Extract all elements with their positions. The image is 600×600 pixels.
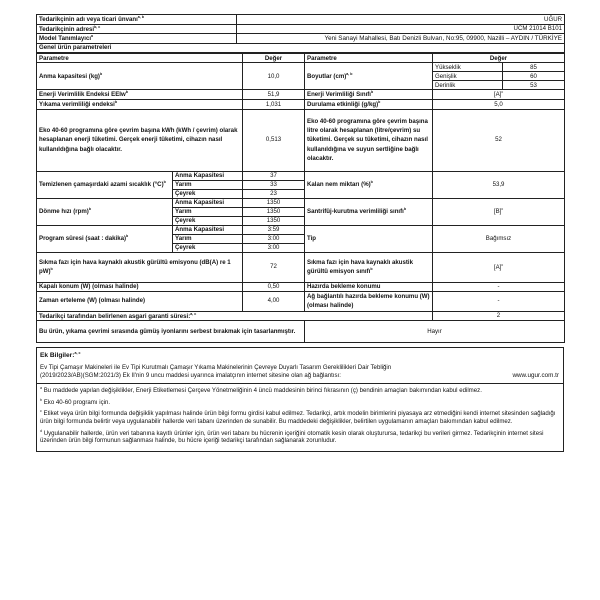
footnote: $^a$ Bu maddede yapılan değişiklikler, Enerji Etiketlemesi Çerçeve Yönetmeliğinin 4 üncü maddesinin birinci fıkrasının (ç) bendinin amaçları bakımından kabul edilmez. [40, 385, 482, 395]
footnotes [36, 384, 564, 452]
param-header-left: Parametre [37, 54, 243, 63]
dims-value: 53 [503, 81, 565, 90]
spin-value: 1350 [243, 216, 305, 225]
eei-label: Enerji Verimlilik Endeksi EEIw$^b$ [37, 90, 243, 100]
footnote: $^d$ Uygulanabilir hallerde, ürün veri tabanına kayıtlı ürünler için, ürün veri tabanı bu hücrenin içeriğini otomatik kesin olarak oluşturursa, tedarikçi bu verileri girmez. Tedarikçinin internet sitesi üzerinden ürün bilgi formunun sağlanması halinde, bu hücre içeriği tedarikçi tarafından sağlanarak zorunludur. [40, 428, 544, 445]
ions-label: Bu ürün, yıkama çevrimi sırasında gümüş iyonlarını serbest bırakmak için tasarlanmıştır. [37, 321, 305, 343]
water-consumption-label: Eko 40-60 programına göre çevrim başına litre olarak hesaplanan (litre/çevrim) su tüketimi. Gerçek su tüketimi, cihazın nasıl kullanıldığına ve suyun sertliğine bağlı olacaktır. [305, 109, 433, 171]
supplier-address-row [37, 24, 565, 34]
spin-class-value: $[B]^c$ [433, 198, 565, 225]
duration-value: 3:00 [243, 234, 305, 243]
eei-value: 51,9 [243, 90, 305, 100]
capacity-label: Anma kapasitesi (kg)$^b$ [37, 63, 243, 90]
spin-name: Çeyrek [173, 216, 243, 225]
dims-name: Yükseklik [433, 63, 503, 72]
duration-name: Anma Kapasitesi [173, 225, 243, 234]
spin-label: Dönme hızı (rpm)$^b$ [37, 198, 173, 225]
off-value: 0,50 [243, 282, 305, 291]
extra-info-line: (2019/2023/AB)(SGM:2021/3) Ek II'nin 9 uncu maddesi uyarınca imalatçının internet sitesine olan ağ bağlantısı: [40, 372, 341, 380]
parameters-table [36, 53, 565, 343]
rinse-value: 5,0 [433, 100, 565, 110]
standby-value: - [433, 282, 565, 291]
duration-value: 3:00 [243, 243, 305, 252]
type-label: Tip [305, 225, 433, 252]
model-code-value: UCM 21014 B101 [237, 24, 565, 34]
extra-info-title: Ek Bilgiler:$^{a, c}$ [40, 351, 81, 360]
duration-row-1 [37, 225, 565, 234]
website-link[interactable]: www.ugur.com.tr [512, 372, 559, 380]
general-params-title: Genel ürün parametreleri [37, 43, 565, 53]
capacity-value: 10,0 [243, 63, 305, 90]
dims-label: Boyutlar (cm)$^{a, b}$ [305, 63, 433, 90]
dims-value: 85 [503, 63, 565, 72]
network-value: - [433, 291, 565, 311]
noise-class-label: Sıkma fazı için hava kaynaklı akustik gürültü emisyon sınıfı$^b$ [305, 252, 433, 282]
off-row [37, 282, 565, 291]
spin-value: 1350 [243, 198, 305, 207]
supplier-address-label: Tedarikçinin adresi$^{b, c}$ [37, 24, 237, 34]
product-info-sheet [36, 14, 564, 580]
delay-row [37, 291, 565, 311]
consumption-row [37, 109, 565, 171]
energy-consumption-value: 0,513 [243, 109, 305, 171]
spin-name: Yarım [173, 207, 243, 216]
temp-row-1 [37, 171, 565, 180]
water-consumption-value: 52 [433, 109, 565, 171]
supplier-name-label: Tedarikçinin adı veya ticari ünvanı$^{a, b}$ [37, 15, 237, 25]
ions-row [37, 321, 565, 343]
temp-value: 23 [243, 189, 305, 198]
energy-class-value: $[A]^c$ [433, 90, 565, 100]
moisture-label: Kalan nem miktarı (%)$^b$ [305, 171, 433, 198]
moisture-value: 53,9 [433, 171, 565, 198]
noise-class-value: $[A]^c$ [433, 252, 565, 282]
supplier-name-row [37, 15, 565, 25]
dims-name: Genişlik [433, 72, 503, 81]
delay-value: 4,00 [243, 291, 305, 311]
footnote: $^b$ Eko 40-60 programı için. [40, 397, 111, 406]
spin-row-1 [37, 198, 565, 207]
supplier-table [36, 14, 565, 53]
temp-name: Çeyrek [173, 189, 243, 198]
duration-name: Çeyrek [173, 243, 243, 252]
dims-name: Derinlik [433, 81, 503, 90]
eei-row [37, 90, 565, 100]
param-header-right: Parametre [305, 54, 433, 63]
dims-row-1 [37, 63, 565, 72]
value-header-right: Değer [433, 54, 565, 63]
dims-value: 60 [503, 72, 565, 81]
noise-row [37, 252, 565, 282]
duration-label: Program süresi (saat : dakika)$^b$ [37, 225, 173, 252]
noise-label: Sıkma fazı için hava kaynaklı akustik gürültü emisyonu (dB(A) re 1 pW)$^b$ [37, 252, 243, 282]
temp-name: Yarım [173, 180, 243, 189]
energy-class-label: Enerji Verimliliği Sınıfı$^b$ [305, 90, 433, 100]
noise-value: 72 [243, 252, 305, 282]
washing-row [37, 100, 565, 110]
network-label: Ağ bağlantılı hazırda bekleme konumu (W) (olması halinde) [305, 291, 433, 311]
model-label: Model Tanımlayıcı$^a$ [37, 34, 237, 44]
temp-label: Temizlenen çamaşırdaki azami sıcaklık $(^\circ C)^b$ [37, 171, 173, 198]
spin-class-label: Santrifüj-kurutma verimliliği sınıfı$^b$ [305, 198, 433, 225]
spin-name: Anma Kapasitesi [173, 198, 243, 207]
general-params-row [37, 43, 565, 53]
extra-info-box [36, 347, 564, 384]
ions-value: Hayır [305, 321, 565, 343]
temp-value: 37 [243, 171, 305, 180]
supplier-name-value: UĞUR [237, 15, 565, 25]
duration-name: Yarım [173, 234, 243, 243]
washing-label: Yıkama verimliliği endeksi$^b$ [37, 100, 243, 110]
address-value: Yeni Sanayi Mahallesi, Batı Denizli Bulvarı, No:95, 09900, Nazilli – AYDIN / TÜRKİYE [237, 34, 565, 44]
energy-consumption-label: Eko 40-60 programına göre çevrim başına kWh (kWh / çevrim) olarak hesaplanan enerji tüketimi. Gerçek enerji tüketimi, cihazın nasıl kullanıldığına bağlı olacaktır. [37, 109, 243, 171]
value-header-left: Değer [243, 54, 305, 63]
standby-label: Hazırda bekleme konumu [305, 282, 433, 291]
warranty-label: Tedarikçi tarafından belirlenen asgari garanti süresi:$^{a, c}$ [37, 311, 433, 321]
off-label: Kapalı konum (W) (olması halinde) [37, 282, 243, 291]
delay-label: Zaman erteleme (W) (olması halinde) [37, 291, 243, 311]
model-row [37, 34, 565, 44]
washing-value: 1,031 [243, 100, 305, 110]
warranty-row [37, 311, 565, 321]
warranty-value: 2 [433, 311, 565, 321]
type-value: Bağımsız [433, 225, 565, 252]
rinse-label: Durulama etkinliği $(g/kg)^b$ [305, 100, 433, 110]
temp-name: Anma Kapasitesi [173, 171, 243, 180]
column-header-row [37, 54, 565, 63]
temp-value: 33 [243, 180, 305, 189]
extra-info-line: Ev Tipi Çamaşır Makineleri ile Ev Tipi Kurutmalı Çamaşır Yıkama Makinelerinin Çevreye Duyarlı Tasarım Gereklilikleri Dair Tebliğin [40, 363, 392, 371]
footnote: $^c$ Etiket veya ürün bilgi formunda değişiklik yapılması halinde ürün bilgi formu girdisi kabul edilmez. Tedarikçi, artık modelin birimlerini piyasaya arz etmediğini kendi internet sitesinden sağladığı ürün bilgi formunda belirtir veya uygulanabilir hallerde veri tabanı üzerinden de sunabilir. Bu maddedeki değişiklikler, belirtilen uygulamanın amaçları bakımından kabul edilmez. [40, 409, 556, 425]
duration-value: 3:59 [243, 225, 305, 234]
spin-value: 1350 [243, 207, 305, 216]
